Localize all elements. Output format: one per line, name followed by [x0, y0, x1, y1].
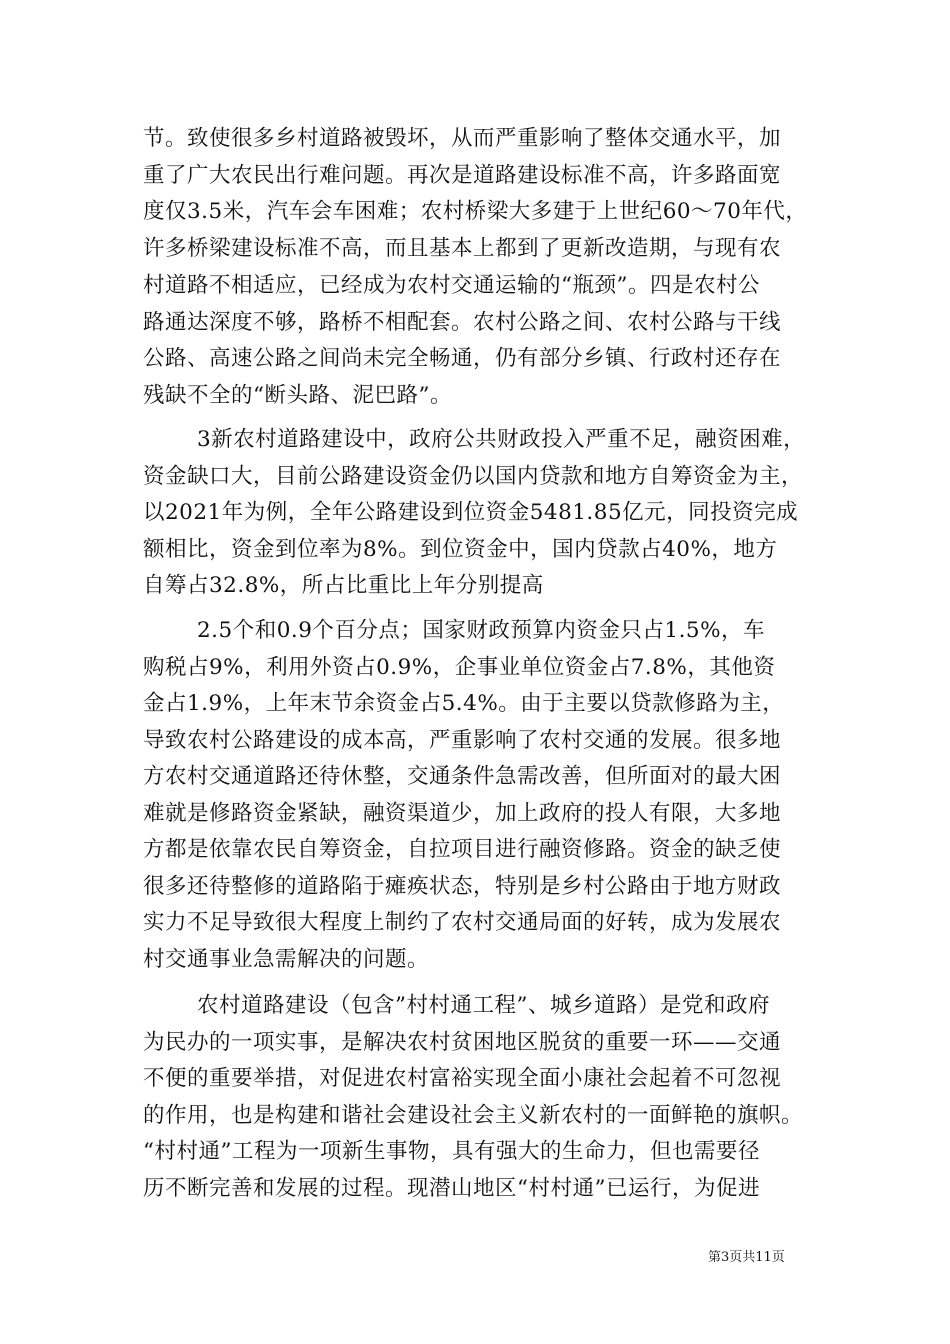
paragraph-start-line: 2.5个和0.9个百分点；国家财政预算内资金只占1.5%，车: [197, 618, 766, 643]
text-line: 节。致使很多乡村道路被毁坏，从而严重影响了整体交通水平，加: [143, 126, 782, 151]
text-line: 路通达深度不够，路桥不相配套。农村公路之间、农村公路与干线: [143, 310, 782, 335]
text-line: 方都是依靠农民自筹资金，自拉项目进行融资修路。资金的缺乏使: [143, 837, 782, 862]
text-line: 公路、高速公路之间尚未完全畅通，仍有部分乡镇、行政村还存在: [143, 346, 782, 371]
page-number-footer: 第3页共11页: [708, 1250, 785, 1265]
text-line: 资金缺口大，目前公路建设资金仍以国内贷款和地方自筹资金为主，: [143, 464, 804, 489]
paragraph-start-line: 农村道路建设（包含”村村通工程”、城乡道路）是党和政府: [197, 993, 770, 1018]
text-line: 重了广大农民出行难问题。再次是道路建设标准不高，许多路面宽: [143, 163, 782, 188]
text-line: 历不断完善和发展的过程。现潜山地区“村村通”已运行，为促进: [143, 1176, 760, 1201]
text-line: 的作用，也是构建和谐社会建设社会主义新农村的一面鲜艳的旗帜。: [143, 1103, 804, 1128]
text-line: 不便的重要举措，对促进农村富裕实现全面小康社会起着不可忽视: [143, 1066, 782, 1091]
text-line: 度仅3.5米，汽车会车困难；农村桥梁大多建于上世纪60～70年代，: [143, 199, 808, 224]
text-line: 许多桥梁建设标准不高，而且基本上都到了更新改造期，与现有农: [143, 236, 782, 261]
text-line: “村村通”工程为一项新生事物，具有强大的生命力，但也需要径: [143, 1139, 760, 1164]
text-line: 残缺不全的“断头路、泥巴路”。: [143, 383, 452, 408]
text-line: 难就是修路资金紧缺，融资渠道少，加上政府的投人有限，大多地: [143, 801, 782, 826]
text-line: 以2021年为例，全年公路建设到位资金5481.85亿元，同投资完成: [143, 500, 799, 525]
text-line: 村道路不相适应，已经成为农村交通运输的“瓶颈”。四是农村公: [143, 273, 760, 298]
text-line: 村交通事业急需解决的问题。: [143, 947, 430, 972]
text-line: 购税占9%，利用外资占0.9%，企事业单位资金占7.8%，其他资: [143, 655, 776, 680]
text-line: 很多还待整修的道路陷于瘫痪状态，特别是乡村公路由于地方财政: [143, 874, 782, 899]
text-line: 自筹占32.8%，所占比重比上年分别提高: [143, 573, 544, 598]
text-line: 导致农村公路建设的成本高，严重影响了农村交通的发展。很多地: [143, 728, 782, 753]
text-line: 额相比，资金到位率为8%。到位资金中，国内贷款占40%，地方: [143, 537, 778, 562]
text-line: 为民办的一项实事，是解决农村贫困地区脱贫的重要一环——交通: [143, 1030, 782, 1055]
paragraph-start-line: 3新农村道路建设中，政府公共财政投入严重不足，融资困难，: [197, 427, 806, 452]
text-line: 方农村交通道路还待休整，交通条件急需改善，但所面对的最大困: [143, 764, 782, 789]
text-line: 金占1.9%，上年末节余资金占5.4%。由于主要以贷款修路为主，: [143, 691, 785, 716]
text-line: 实力不足导致很大程度上制约了农村交通局面的好转，成为发展农: [143, 910, 782, 935]
